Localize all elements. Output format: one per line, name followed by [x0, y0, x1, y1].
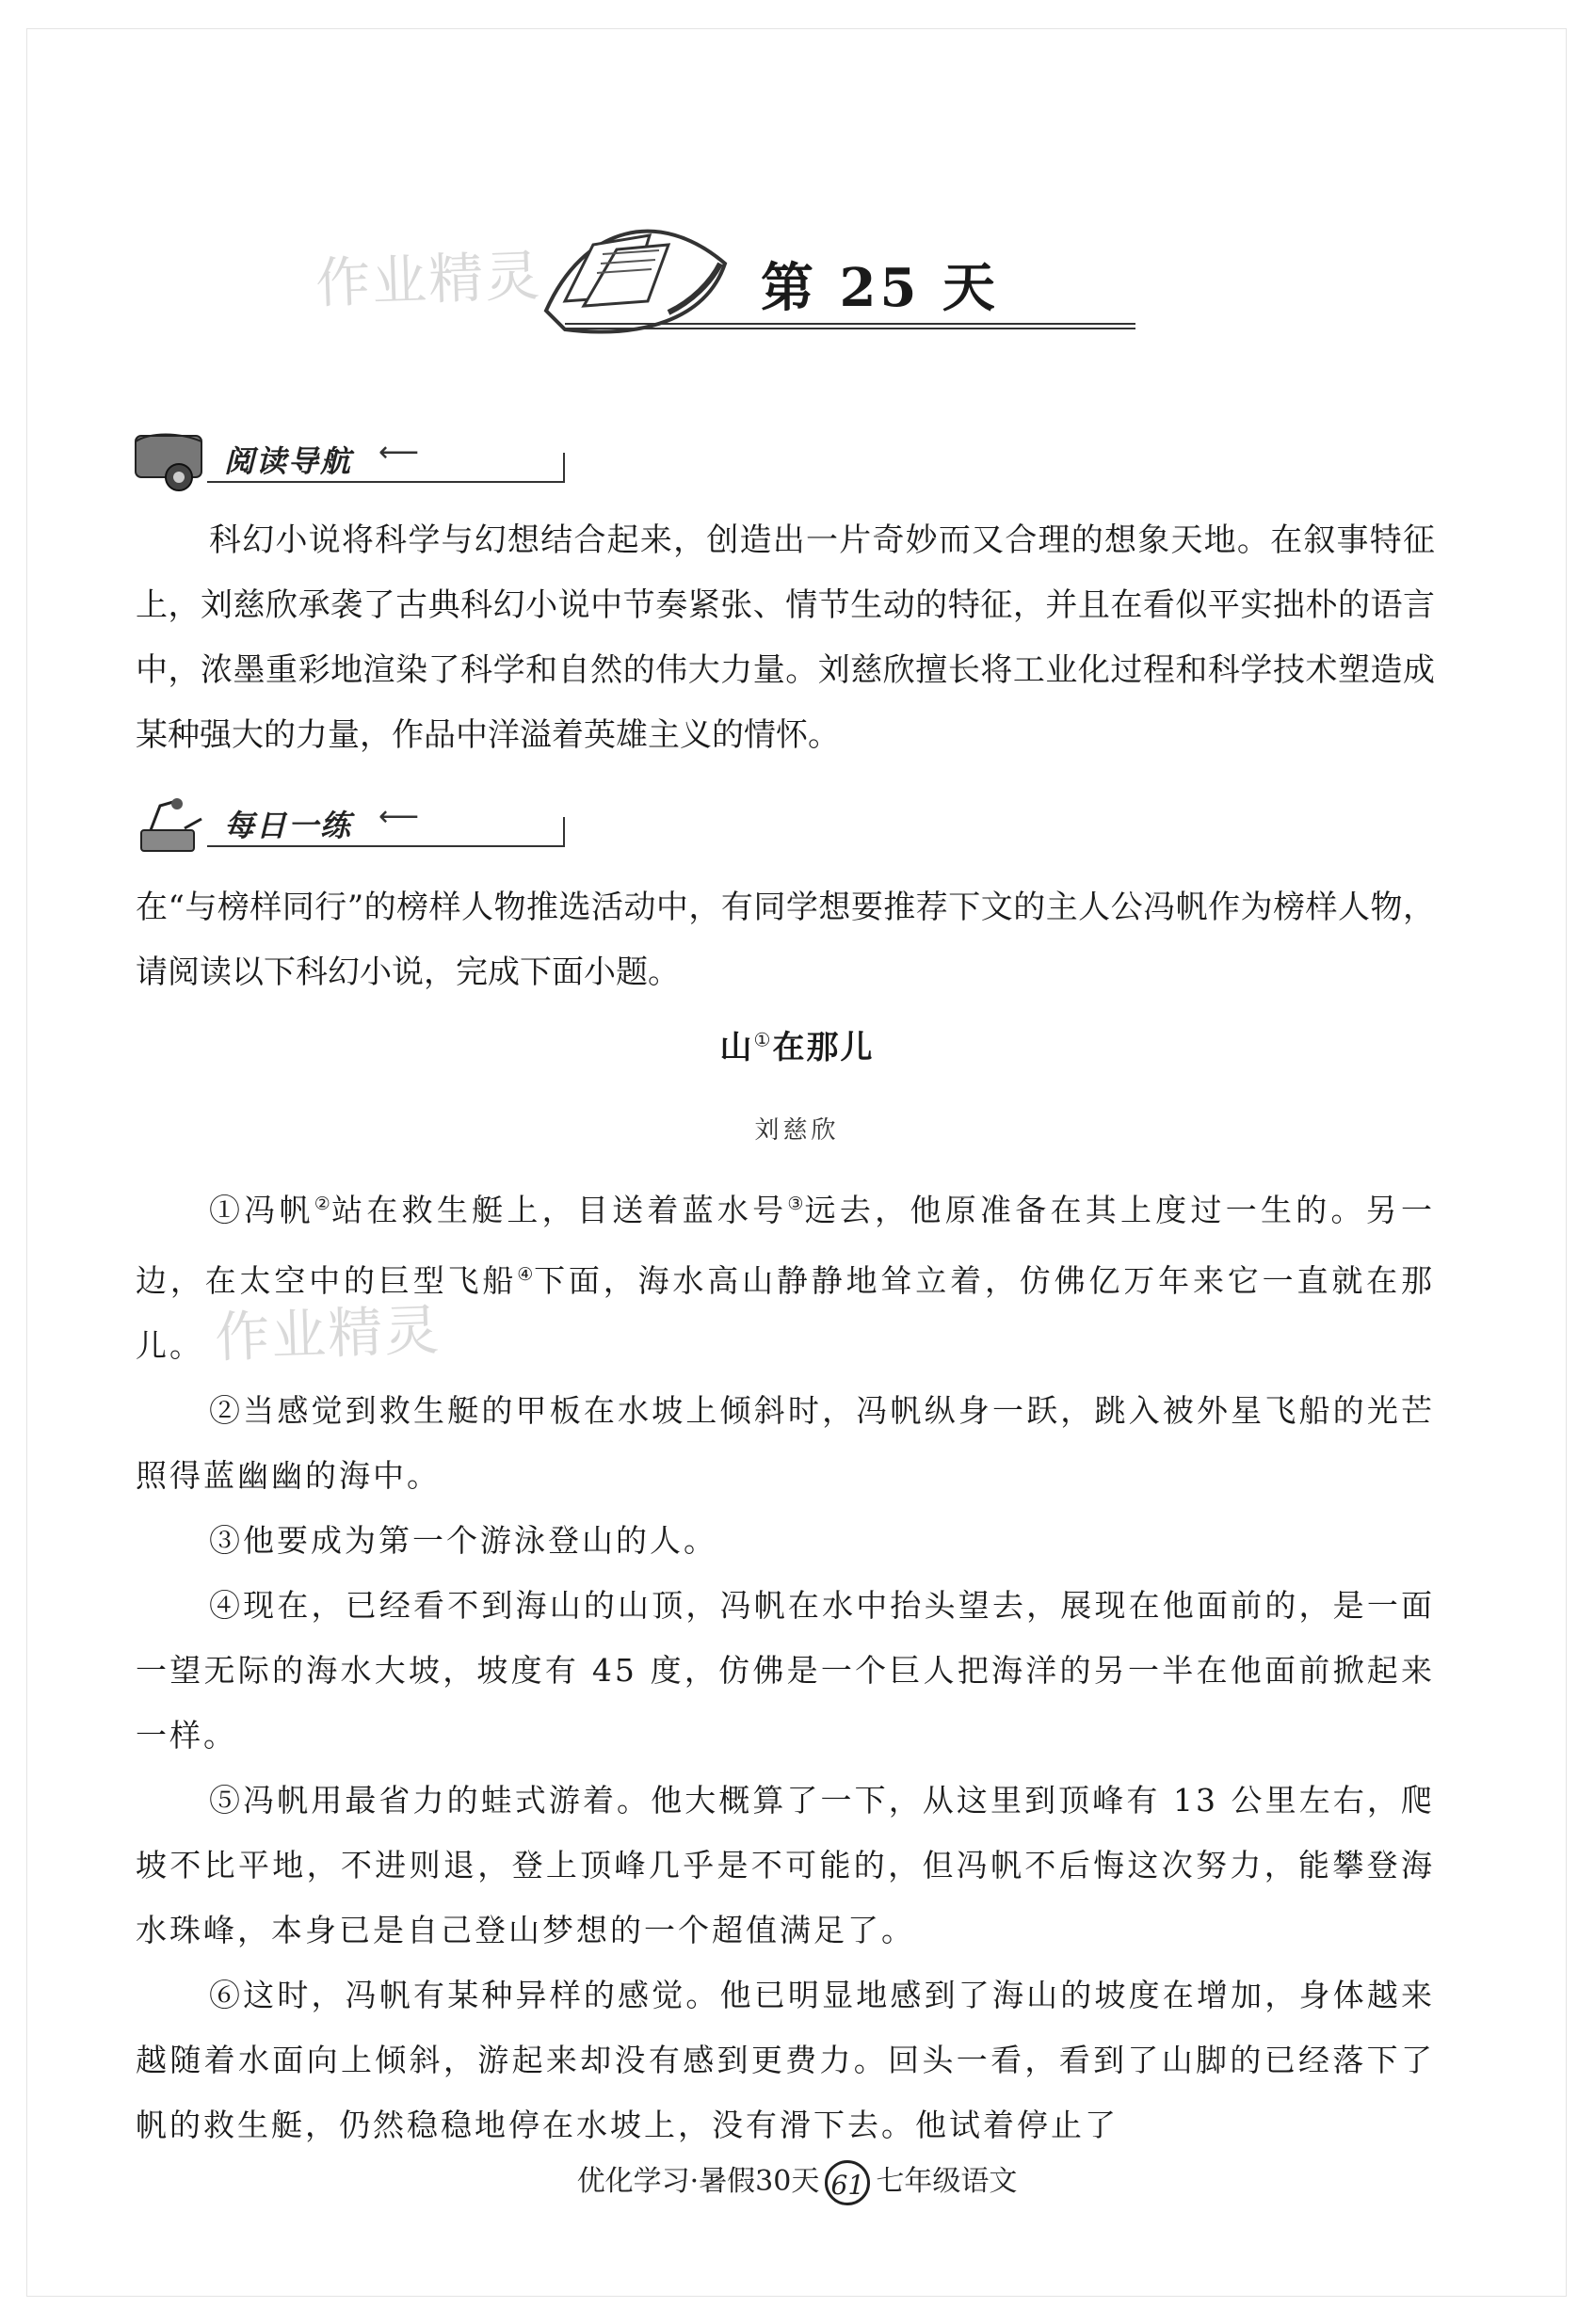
banner-tick	[563, 453, 565, 481]
page-footer	[0, 2157, 1594, 2205]
watermark: 作业精灵	[314, 243, 543, 316]
banner-underline	[207, 845, 565, 847]
story-paragraph: ②当感觉到救生艇的甲板在水坡上倾斜时，冯帆纵身一跃，跳入被外星飞船的光芒照得蓝幽幽的海中。	[136, 1392, 1435, 1494]
reading-guide-banner	[132, 428, 452, 494]
section-label: 每日一练	[224, 808, 353, 843]
banner-tick	[563, 817, 565, 845]
footnote-marker: ①	[753, 1028, 773, 1051]
page-title: 第 25 天	[761, 257, 999, 319]
footnote-marker: ③	[787, 1194, 805, 1214]
arrow-left-icon: ⟵	[378, 436, 420, 469]
footnote-marker: ②	[314, 1194, 332, 1214]
book-pages-icon	[527, 207, 734, 339]
scroll-globe-icon	[132, 428, 209, 494]
story-paragraph: ⑥这时，冯帆有某种异样的感觉。他已明显地感到了海山的坡度在增加，身体越来越随着水面向上倾斜，游起来却没有感到更费力。回头一看，看到了山脚的已经落下了帆的救生艇，仍然稳稳地停在水坡上，没有滑下去。他试着停止了	[136, 1977, 1435, 2143]
story-paragraph: ①冯帆②站在救生艇上，目送着蓝水号③远去，他原准备在其上度过一生的。另一边，在太空中的巨型飞船④下面，海水高山静静地耸立着，仿佛亿万年来它一直就在那儿。	[136, 1192, 1435, 1364]
story-paragraph: ⑤冯帆用最省力的蛙式游着。他大概算了一下，从这里到顶峰有 13 公里左右，爬坡不比平地，不进则退，登上顶峰几乎是不可能的，但冯帆不后悔这次努力，能攀登海水珠峰，本身已是自己登山梦想的一个超值满足了。	[136, 1782, 1435, 1948]
story-title: 山①在那儿	[719, 1028, 875, 1066]
banner-underline	[207, 481, 565, 483]
arrow-left-icon: ⟵	[378, 800, 420, 833]
section-label: 阅读导航	[224, 443, 353, 479]
header-rule	[565, 323, 1135, 329]
intro-paragraph: 科幻小说将科学与幻想结合起来，创造出一片奇妙而又合理的想象天地。在叙事特征上，刘慈欣承袭了古典科幻小说中节奏紧张、情节生动的特征，并且在看似平实拙朴的语言中，浓墨重彩地渲染了科学和自然的伟大力量。刘慈欣擅长将工业化过程和科学技术塑造成某种强大的力量，作品中洋溢着英雄主义的情怀。	[136, 521, 1435, 754]
story-author: 刘慈欣	[754, 1116, 840, 1145]
desk-lamp-icon	[132, 793, 209, 858]
footer-book-title: 优化学习·暑假30天	[576, 2165, 820, 2198]
story-paragraph: ④现在，已经看不到海山的山顶，冯帆在水中抬头望去，展现在他面前的，是一面一望无际的海水大坡，坡度有 45 度，仿佛是一个巨人把海洋的另一半在他面前掀起来一样。	[136, 1587, 1435, 1754]
footer-subject: 七年级语文	[876, 2165, 1018, 2198]
story-body	[136, 1172, 1435, 2157]
page-number: 61	[825, 2160, 870, 2205]
task-instruction: 在“与榜样同行”的榜样人物推选活动中，有同学想要推荐下文的主人公冯帆作为榜样人物，请阅读以下科幻小说，完成下面小题。	[136, 889, 1435, 991]
watermark: 作业精灵	[214, 1297, 443, 1370]
footnote-marker: ④	[517, 1264, 535, 1285]
story-paragraph: ③他要成为第一个游泳登山的人。	[209, 1522, 717, 1559]
daily-practice-banner	[132, 793, 452, 858]
